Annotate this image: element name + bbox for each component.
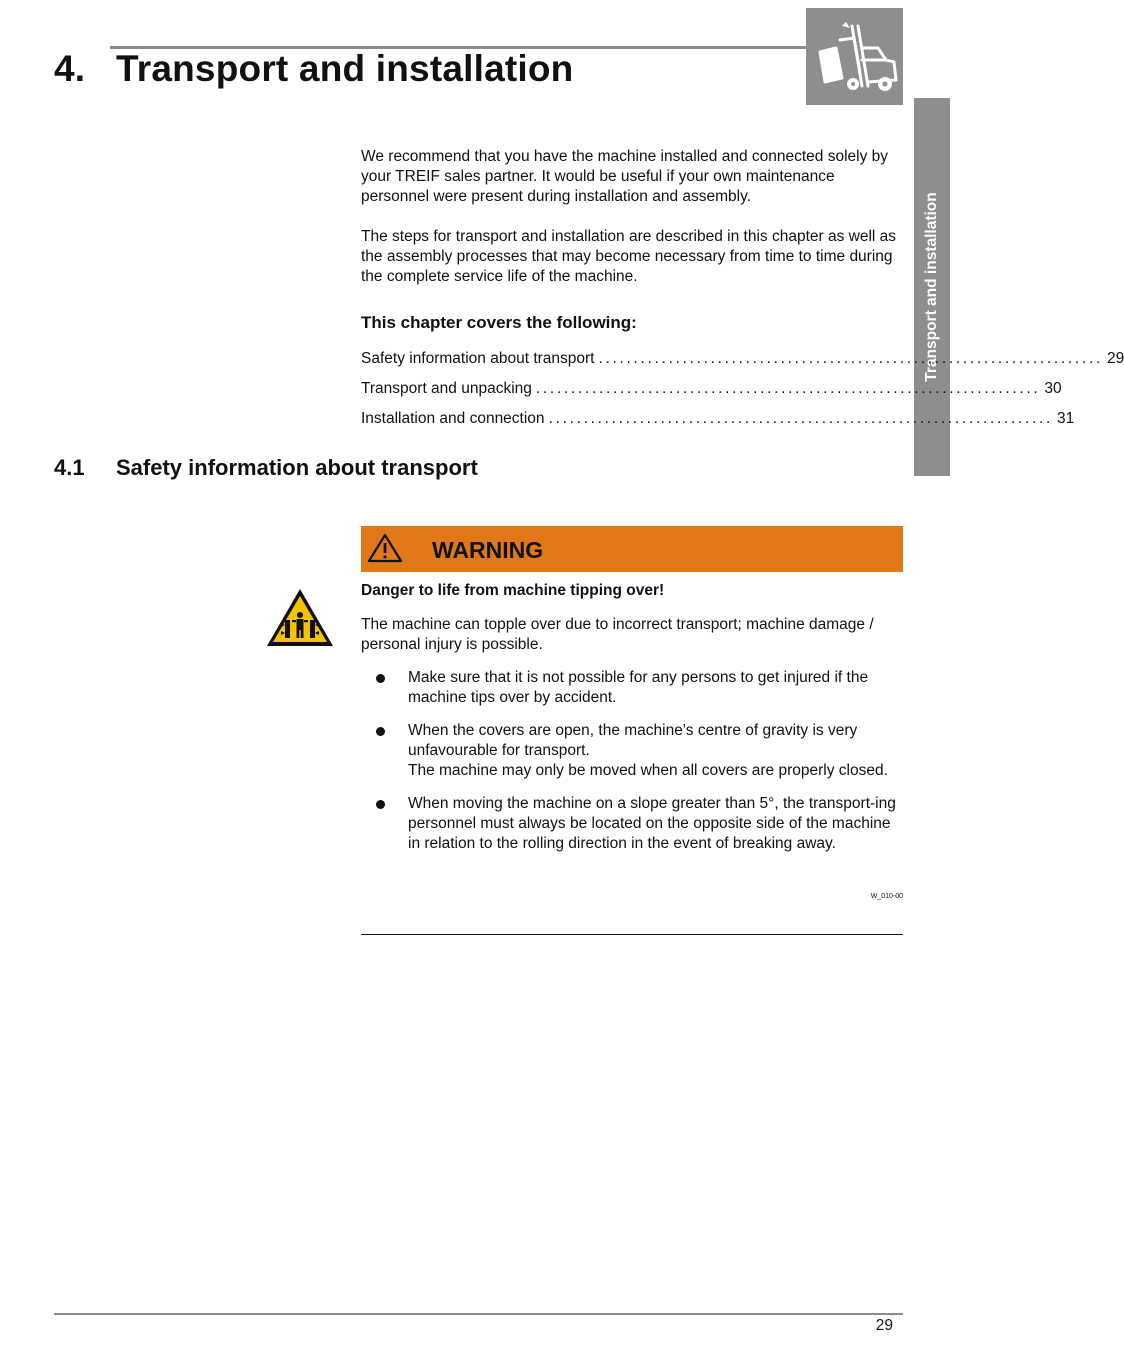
bullet-icon bbox=[376, 674, 385, 683]
page-number: 29 bbox=[875, 1317, 893, 1334]
warning-heading: Danger to life from machine tipping over! bbox=[361, 582, 665, 599]
section-title bbox=[54, 455, 478, 481]
toc-entry[interactable] bbox=[361, 379, 1062, 409]
intro-paragraph-2: The steps for transport and installation are described in this chapter as well as the assembly processes that may become necessary from time to time during the complete service life of the machine. bbox=[361, 228, 897, 285]
bullet-text: Make sure that it is not possible for any persons to get injured if the machine tips over by accident. bbox=[408, 669, 869, 706]
warning-banner bbox=[361, 526, 903, 572]
warning-intro: The machine can topple over due to incorrect transport; machine damage / personal injury is possible. bbox=[361, 616, 874, 653]
toc-heading: This chapter covers the following: bbox=[361, 313, 637, 332]
toc-entry-page: 31 bbox=[1057, 410, 1075, 427]
chapter-number: 4. bbox=[54, 48, 86, 89]
list-item bbox=[361, 721, 903, 781]
bullet-icon bbox=[376, 727, 385, 736]
bullet-text-continued: The machine may only be moved when all covers are properly closed. bbox=[408, 762, 888, 779]
toc-leader-dots: ........................................................................ bbox=[548, 410, 1054, 427]
list-item bbox=[361, 668, 903, 708]
bullet-icon bbox=[376, 800, 385, 809]
toc-entry-page: 30 bbox=[1044, 380, 1062, 397]
toc-entry-label: Safety information about transport bbox=[361, 350, 595, 367]
side-tab-label: Transport and installation bbox=[923, 192, 940, 382]
section-title-text: Safety information about transport bbox=[116, 455, 478, 480]
warning-code: W_010-00 bbox=[870, 893, 903, 900]
chapter-title bbox=[54, 48, 573, 90]
forklift-icon bbox=[806, 8, 903, 105]
toc-list bbox=[361, 349, 1124, 439]
bullet-text: When moving the machine on a slope greater than 5°, the transport-ing personnel must always be located on the opposite side of the machine in relation to the rolling direction in the event of breaking away. bbox=[408, 795, 896, 852]
toc-entry-page: 29 bbox=[1106, 350, 1124, 367]
section-number: 4.1 bbox=[54, 455, 85, 480]
toc-leader-dots: ........................................................................ bbox=[598, 350, 1103, 367]
warning-bullet-list bbox=[361, 668, 903, 867]
warning-triangle-icon bbox=[367, 533, 403, 563]
footer-rule bbox=[54, 1313, 903, 1315]
toc-entry-label: Transport and unpacking bbox=[361, 380, 532, 397]
intro-paragraph-1: We recommend that you have the machine installed and connected solely by your TREIF sales partner. It would be useful if your own maintenance personnel were present during installation and assembly. bbox=[361, 148, 889, 205]
bullet-text: When the covers are open, the machine's centre of gravity is very unfavourable for transport. bbox=[408, 722, 858, 759]
chapter-title-text: Transport and installation bbox=[116, 48, 574, 89]
warning-end-rule bbox=[361, 934, 903, 935]
warning-label: WARNING bbox=[432, 537, 544, 563]
toc-leader-dots: ........................................................................ bbox=[535, 380, 1041, 397]
list-item bbox=[361, 794, 903, 854]
toc-entry[interactable] bbox=[361, 349, 1124, 379]
toc-entry-label: Installation and connection bbox=[361, 410, 545, 427]
toc-entry[interactable] bbox=[361, 409, 1075, 439]
crush-hazard-icon bbox=[265, 587, 335, 649]
